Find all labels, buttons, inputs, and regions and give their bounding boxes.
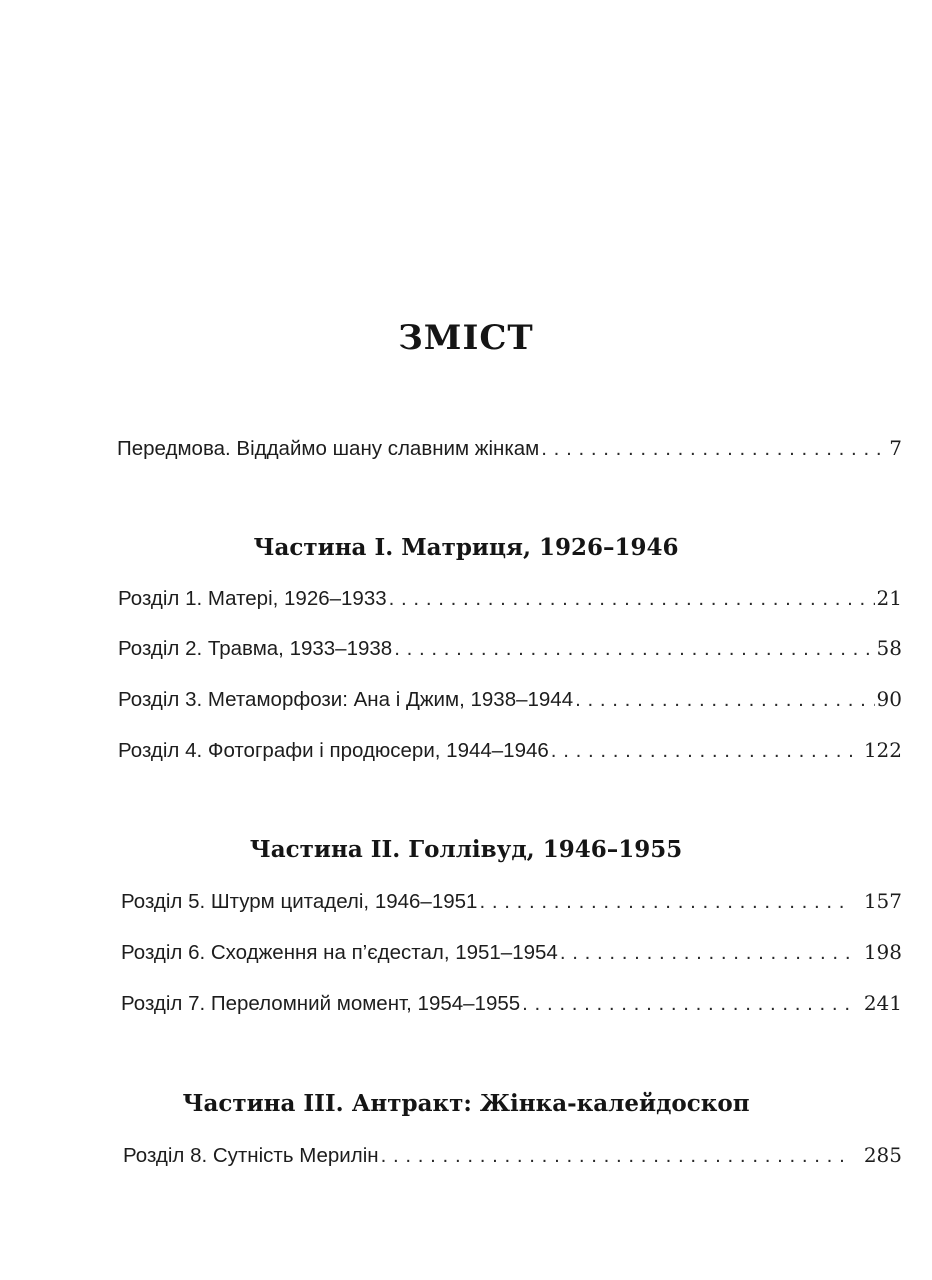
toc-entry-preface[interactable] — [117, 436, 902, 461]
entry-page-number: 7 — [889, 436, 902, 460]
dot-leader — [541, 437, 887, 461]
dot-leader — [394, 637, 874, 661]
part-heading-2: Частина ІІ. Голлівуд, 1946–1955 — [249, 836, 683, 863]
entry-page-number: 122 — [863, 738, 902, 762]
entry-page-number: 90 — [876, 687, 902, 711]
dot-leader — [560, 941, 852, 965]
entry-page-number: 285 — [863, 1143, 902, 1167]
entry-label: Розділ 6. Сходження на п’єдестал, 1951–1954 — [121, 941, 558, 964]
toc-entry-chapter-7[interactable] — [121, 991, 902, 1016]
entry-label: Розділ 1. Матері, 1926–1933 — [118, 587, 387, 610]
entry-label: Розділ 4. Фотографи і продюсери, 1944–1946 — [118, 739, 549, 762]
part-heading-3: Частина ІІІ. Антракт: Жінка-калейдоскоп — [182, 1090, 750, 1117]
toc-entry-chapter-6[interactable] — [121, 940, 902, 965]
entry-label: Розділ 5. Штурм цитаделі, 1946–1951 — [121, 890, 478, 913]
dot-leader — [551, 739, 852, 763]
toc-entry-chapter-2[interactable] — [118, 636, 902, 661]
entry-label: Розділ 8. Сутність Мерилін — [123, 1144, 379, 1167]
entry-page-number: 198 — [863, 940, 902, 964]
toc-entry-chapter-8[interactable] — [123, 1143, 902, 1168]
entry-page-number: 58 — [876, 636, 902, 660]
entry-label: Розділ 7. Переломний момент, 1954–1955 — [121, 992, 521, 1015]
dot-leader — [522, 992, 852, 1016]
dot-leader — [479, 890, 851, 914]
entry-page-number: 241 — [863, 991, 902, 1015]
toc-entry-chapter-4[interactable] — [118, 738, 902, 763]
entry-label: Розділ 3. Метаморфози: Ана і Джим, 1938–1944 — [118, 688, 574, 711]
toc-entry-chapter-5[interactable] — [121, 889, 902, 914]
dot-leader — [381, 1144, 852, 1168]
entry-label: Розділ 2. Травма, 1933–1938 — [118, 637, 393, 660]
toc-entry-chapter-1[interactable] — [118, 586, 902, 611]
dot-leader — [389, 587, 875, 611]
toc-entry-chapter-3[interactable] — [118, 687, 902, 712]
entry-page-number: 21 — [876, 586, 902, 610]
part-heading-1: Частина І. Матриця, 1926–1946 — [253, 534, 679, 561]
entry-label: Передмова. Віддаймо шану славним жінкам — [117, 437, 540, 460]
dot-leader — [575, 688, 874, 712]
toc-title: ЗМІСТ — [398, 318, 534, 358]
entry-page-number: 157 — [863, 889, 902, 913]
